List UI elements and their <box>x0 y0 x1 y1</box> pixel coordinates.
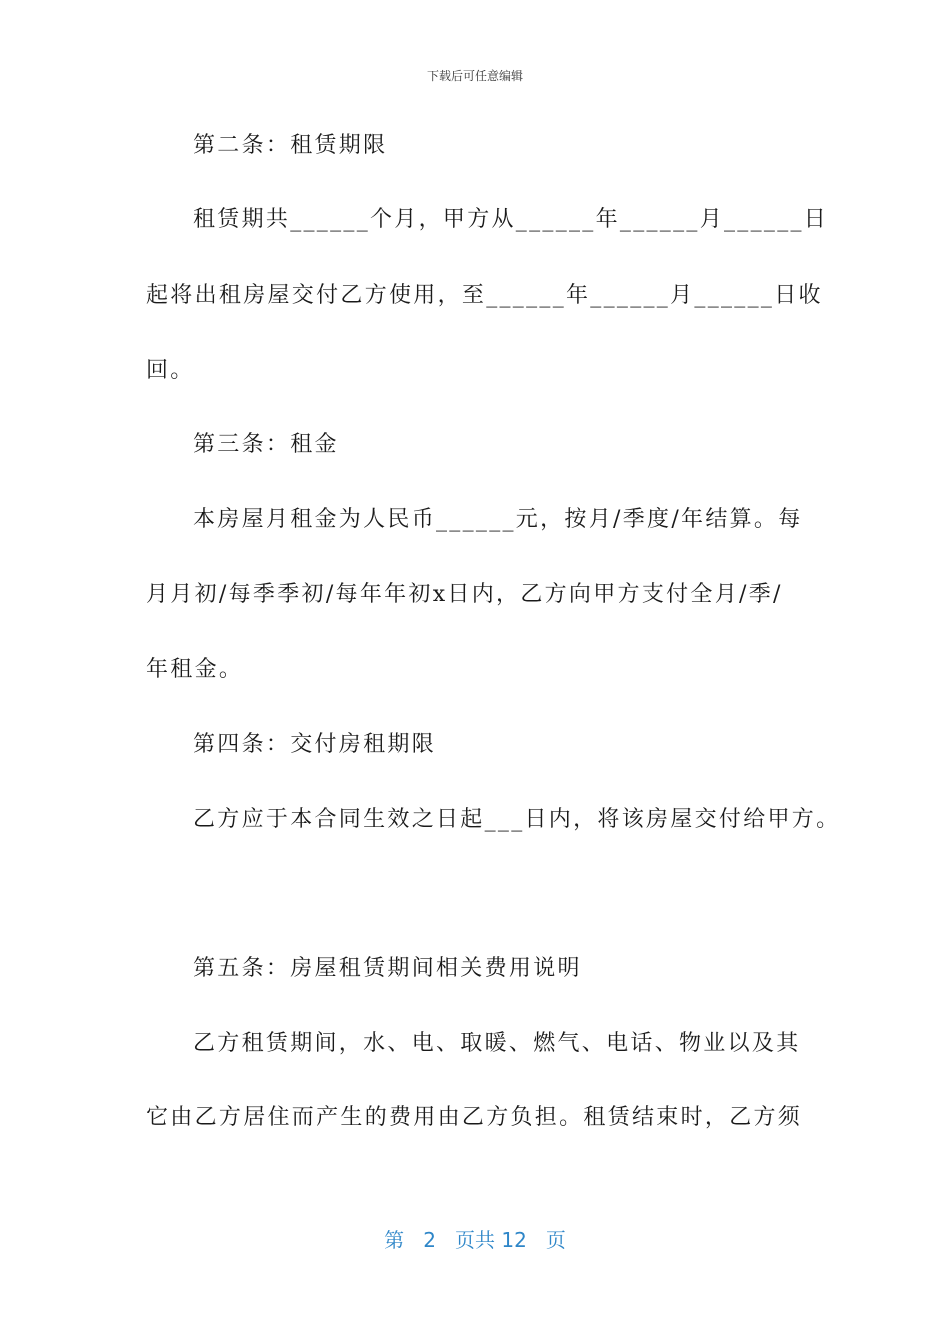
section-heading-article-4: 第四条：交付房租期限 <box>193 732 437 757</box>
section-heading-article-5: 第五条：房屋租赁期间相关费用说明 <box>193 956 582 981</box>
section-heading-article-2: 第二条：租赁期限 <box>193 133 388 158</box>
page-label-middle: 页共 <box>455 1228 495 1252</box>
paragraph-line: 乙方应于本合同生效之日起___日内，将该房屋交付给甲方。 <box>193 807 841 832</box>
section-heading-article-3: 第三条：租金 <box>193 432 339 457</box>
total-pages-number: 12 <box>501 1228 527 1252</box>
page-label-suffix: 页 <box>545 1228 566 1252</box>
paragraph-line: 年租金。 <box>146 657 244 682</box>
page-number-footer <box>0 1224 950 1253</box>
paragraph-line: 本房屋月租金为人民币______元，按月/季度/年结算。每 <box>193 507 803 532</box>
paragraph-line: 起将出租房屋交付乙方使用，至______年______月______日收 <box>146 283 823 308</box>
paragraph-line: 月月初/每季季初/每年年初x日内，乙方向甲方支付全月/季/ <box>146 582 783 607</box>
paragraph-line: 它由乙方居住而产生的费用由乙方负担。租赁结束时，乙方须 <box>146 1105 803 1130</box>
paragraph-line: 回。 <box>146 358 195 383</box>
paragraph-line: 乙方租赁期间，水、电、取暖、燃气、电话、物业以及其 <box>193 1031 801 1056</box>
current-page-number: 2 <box>423 1228 436 1252</box>
paragraph-line: 租赁期共______个月，甲方从______年______月______日 <box>193 207 829 232</box>
header-note: 下载后可任意编辑 <box>426 69 523 83</box>
page-label-prefix: 第 <box>384 1228 405 1252</box>
